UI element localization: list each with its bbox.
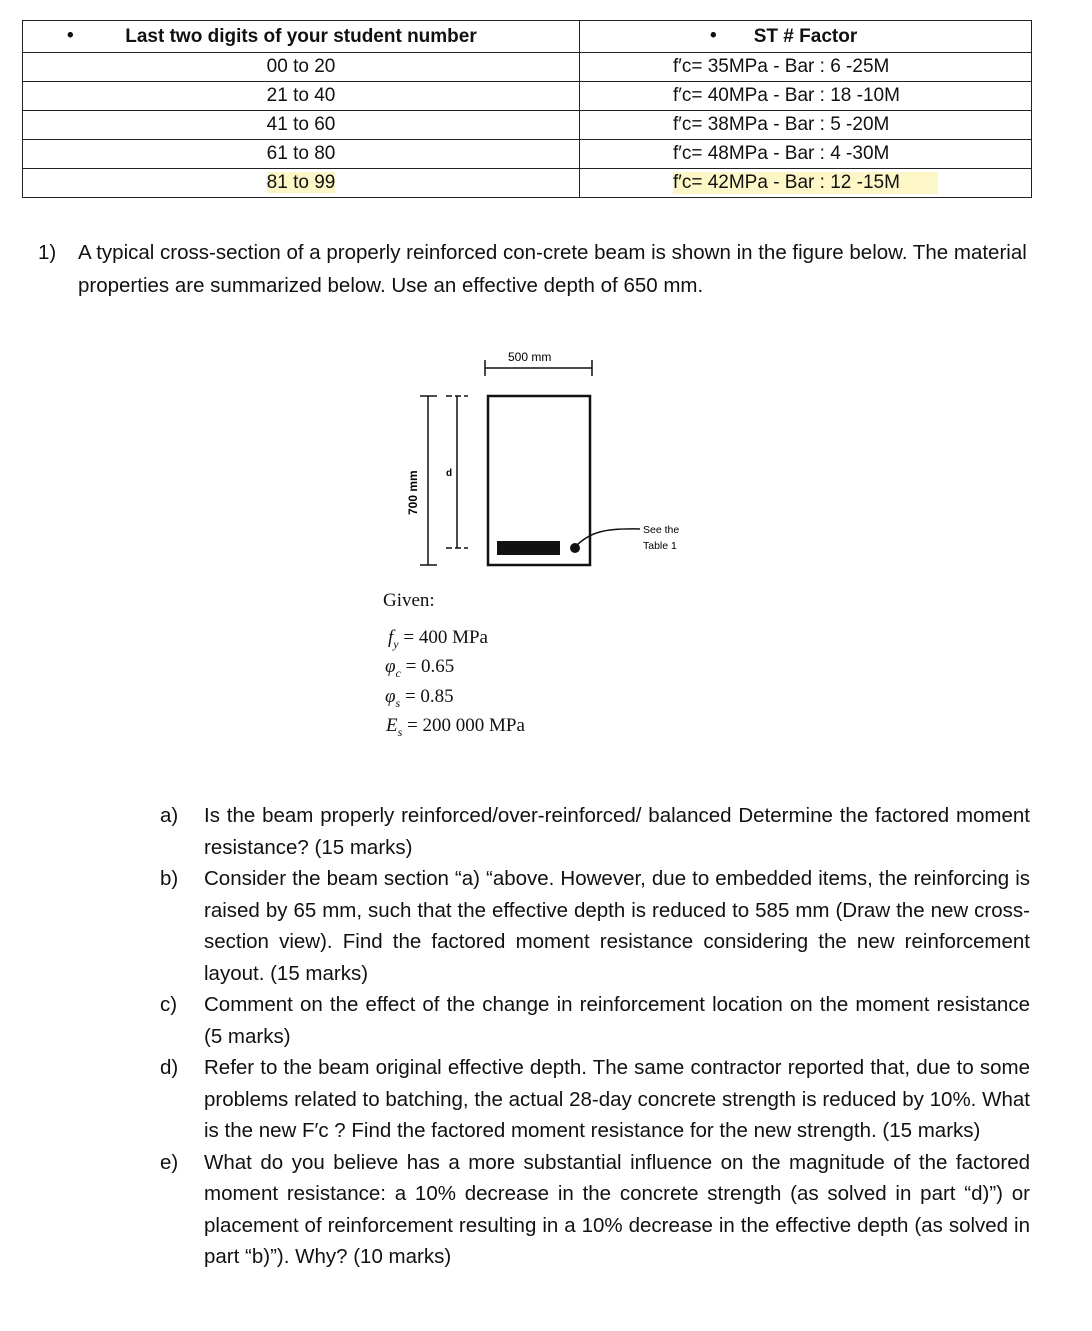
subscript: y [393, 636, 399, 651]
symbol: φ [385, 686, 396, 707]
part-label: a) [160, 804, 179, 827]
value: = 0.85 [404, 686, 454, 707]
subscript: c [395, 665, 401, 680]
value: = 200 000 MPa [407, 715, 525, 736]
factor-cell: f′c= 38MPa - Bar : 5 -20M [673, 114, 890, 135]
part-text: Consider the beam section “a) “above. However, due to embedded items, the reinforcing is raised by 65 mm, such that the effective depth is reduced to 585 mm (Draw the new cross-section view). Find the factored moment resistance considering the new reinforcement layout. (15 marks) [204, 867, 1030, 985]
height-label: 700 mm [406, 470, 420, 515]
bullet: • [67, 25, 74, 46]
part-d [160, 1052, 1030, 1147]
part-a [160, 800, 1030, 863]
value: = 400 MPa [403, 627, 488, 648]
part-label: c) [160, 993, 178, 1016]
part-e [160, 1147, 1030, 1273]
subscript: s [397, 724, 403, 739]
question-number: 1) [38, 241, 57, 264]
range-cell: 61 to 80 [23, 140, 580, 169]
depth-label: d [446, 468, 453, 479]
value: = 0.65 [405, 656, 455, 677]
given-fy [388, 627, 488, 652]
given-phi-s [385, 686, 454, 711]
part-c [160, 989, 1030, 1052]
subscript: s [395, 695, 401, 710]
factor-cell: f′c= 40MPa - Bar : 18 -10M [673, 85, 900, 106]
symbol: φ [385, 656, 396, 677]
part-label: d) [160, 1056, 179, 1079]
highlighted-range: 81 to 99 [266, 172, 336, 193]
question-text: A typical cross-section of a properly reinforced con-crete beam is shown in the figure below. The material properties are summarized below. Use an effective depth of 650 mm. [78, 241, 1027, 297]
part-b [160, 863, 1030, 989]
range-cell: 00 to 20 [23, 53, 580, 82]
callout-line-2: Table 1 [643, 540, 677, 552]
part-text: What do you believe has a more substantial influence on the magnitude of the factored moment resistance: a 10% decrease in the concrete strength (as solved in part “d)”) or placement of reinforcement resulting in a 10% decrease in the effective depth (as solved in part “b)”). Why? (10 marks) [204, 1150, 1030, 1268]
part-text: Refer to the beam original effective depth. The same contractor reported that, due to some problems related to batching, the actual 28-day concrete strength is reduced by 10%. What is the new F′c ? Find the factored moment resistance for the new strength. (15 marks) [204, 1056, 1030, 1142]
beam-cross-section-figure [0, 0, 1092, 600]
width-label: 500 mm [508, 350, 552, 364]
range-cell: 41 to 60 [23, 111, 580, 140]
callout-line-1: See the [643, 524, 680, 536]
header-label: Last two digits of your student number [125, 25, 477, 47]
symbol: E [386, 715, 398, 736]
factor-cell: f′c= 48MPa - Bar : 4 -30M [673, 143, 890, 164]
rebar-dot [570, 543, 580, 553]
part-label: e) [160, 1150, 179, 1174]
beam-outline [488, 396, 590, 565]
bullet: • [710, 25, 717, 46]
rebar-layer [497, 541, 560, 555]
header-label: ST # Factor [753, 25, 858, 47]
part-text: Is the beam properly reinforced/over-reinforced/ balanced Determine the factored moment resistance? (15 marks) [204, 804, 1030, 859]
given-title: Given: [383, 590, 435, 611]
part-label: b) [160, 867, 179, 890]
given-phi-c [385, 656, 454, 681]
callout-leader [576, 529, 640, 546]
given-es [386, 715, 525, 740]
symbol: f [388, 627, 394, 648]
factor-cell: f′c= 35MPa - Bar : 6 -25M [673, 56, 890, 77]
range-cell: 21 to 40 [23, 82, 580, 111]
factor-cell: f′c= 42MPa - Bar : 12 -15M [673, 172, 938, 194]
question-parts [160, 800, 1030, 1273]
part-text: Comment on the effect of the change in reinforcement location on the moment resistance (5 marks) [204, 993, 1030, 1048]
